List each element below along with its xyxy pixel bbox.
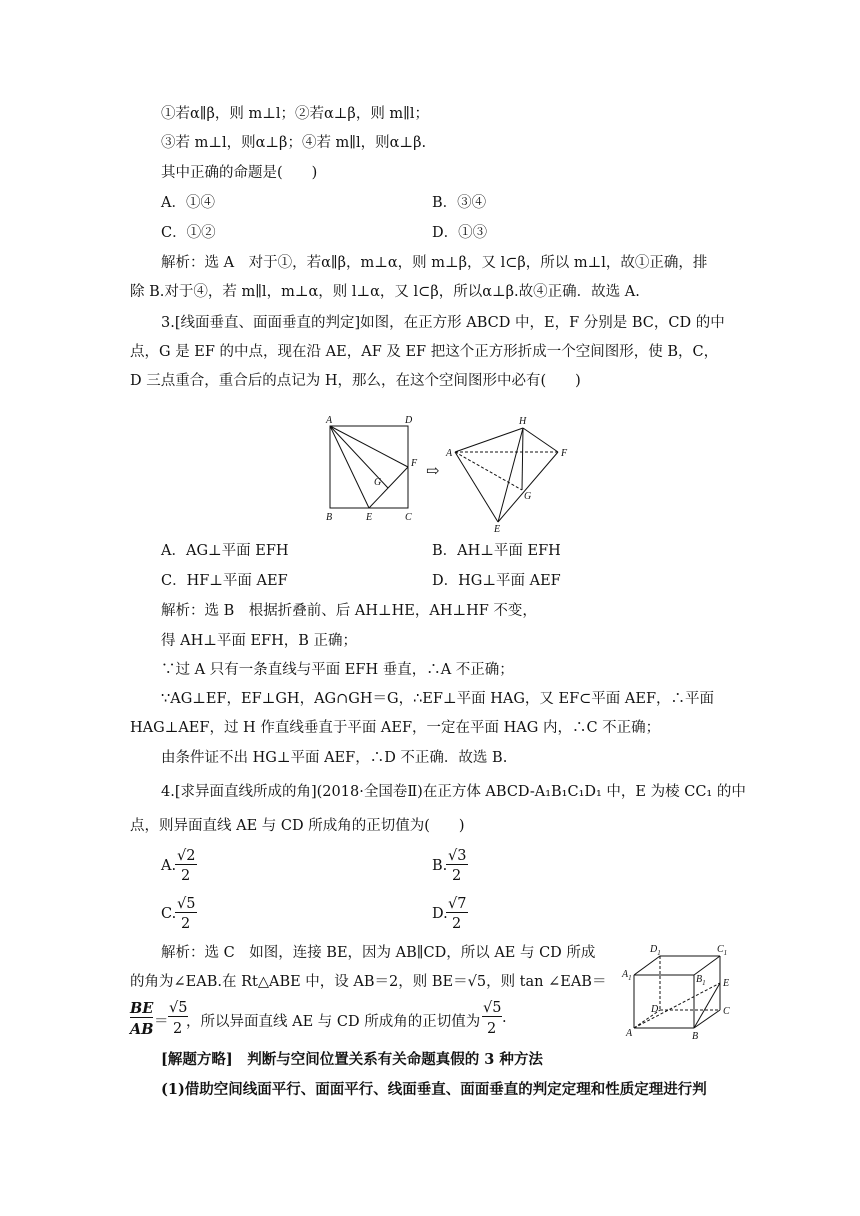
q3-solution-line-3: ∵过 A 只有一条直线与平面 EFH 垂直，∴A 不正确； bbox=[161, 662, 514, 678]
frac-end-den: 2 bbox=[487, 1021, 497, 1037]
frac-eq-num: √5 bbox=[169, 1000, 188, 1016]
q3-solution-line-2: 得 AH⊥平面 EFH，B 正确； bbox=[161, 633, 358, 649]
q4-option-d-num: √7 bbox=[448, 896, 467, 912]
label-f-fold: F bbox=[561, 448, 568, 459]
q4-option-d-den: 2 bbox=[452, 916, 462, 932]
label-a: A bbox=[326, 415, 333, 426]
q4-stem-line-1: 4.[求异面直线所成的角](2018·全国卷Ⅱ)在正方体 ABCD-A₁B₁C₁D₁ 中，E 为棱 CC₁ 的中 bbox=[161, 784, 746, 800]
q3-solution-line-4: ∵AG⊥EF，EF⊥GH，AG∩GH＝G，∴EF⊥平面 HAG，又 EF⊂平面 AEF，∴平面 bbox=[161, 691, 715, 707]
label-h: H bbox=[519, 416, 527, 427]
q4-option-c-num: √5 bbox=[177, 896, 196, 912]
q4-solution-line-3 bbox=[130, 1000, 630, 1044]
q2-solution-line-2: 除 B.对于④，若 m∥l，m⊥α，则 l⊥α，又 l⊂β，所以α⊥β.故④正确．故选 A. bbox=[130, 284, 640, 300]
q3-option-a: A．AG⊥平面 EFH bbox=[161, 543, 289, 559]
q3-option-b: B．AH⊥平面 EFH bbox=[432, 543, 561, 559]
fold-arrow-icon: ⇨ bbox=[426, 463, 440, 480]
method-line-1: (1)借助空间线面平行、面面平行、线面垂直、面面垂直的判定定理和性质定理进行判 bbox=[161, 1081, 707, 1098]
q3-option-d: D．HG⊥平面 AEF bbox=[432, 573, 561, 589]
q3-option-c: C．HF⊥平面 AEF bbox=[161, 573, 288, 589]
method-title: [解题方略] 判断与空间位置关系有关命题真假的 3 种方法 bbox=[161, 1051, 543, 1068]
frac-eq-den: 2 bbox=[173, 1021, 183, 1037]
q4-option-d-label: D. bbox=[432, 906, 448, 922]
label-e-fold: E bbox=[494, 524, 501, 535]
q3-stem-line-2: 点，G 是 EF 的中点，现在沿 AE，AF 及 EF 把这个正方形折成一个空间图形，使 B，C， bbox=[130, 344, 719, 360]
label-b-cube: B bbox=[692, 1031, 699, 1040]
q4-solution-line-1: 解析：选 C 如图，连接 BE，因为 AB∥CD，所以 AE 与 CD 所成 bbox=[161, 945, 596, 961]
label-b1: $B_1$ bbox=[696, 974, 706, 987]
frac-end-period: . bbox=[502, 1010, 507, 1026]
q2-solution-line-1: 解析：选 A 对于①，若α∥β，m⊥α，则 m⊥β，又 l⊂β，所以 m⊥l，故①正确，排 bbox=[161, 255, 708, 271]
q4-option-a-label: A. bbox=[161, 858, 177, 874]
label-g: G bbox=[374, 477, 382, 488]
label-d1: $D_1$ bbox=[650, 944, 661, 957]
q4-solution-line-2: 的角为∠EAB.在 Rt△ABE 中，设 AB＝2，则 BE＝√5，则 tan ∠EAB＝ bbox=[130, 974, 607, 990]
q2-option-b: B．③④ bbox=[432, 195, 487, 211]
q4-option-b-num: √3 bbox=[448, 848, 467, 864]
label-e: E bbox=[366, 512, 373, 523]
frac-end-num: √5 bbox=[483, 1000, 502, 1016]
label-c-cube: C bbox=[723, 1006, 730, 1017]
label-g-fold: G bbox=[524, 491, 532, 502]
label-a1: $A_1$ bbox=[622, 969, 632, 982]
q3-solution-line-5: HAG⊥AEF，过 H 作直线垂直于平面 AEF，一定在平面 HAG 内，∴C 不正确； bbox=[130, 720, 661, 736]
q2-option-a: A．①④ bbox=[161, 195, 215, 211]
q4-option-b-den: 2 bbox=[452, 868, 462, 884]
q3-solution-line-1: 解析：选 B 根据折叠前、后 AH⊥HE，AH⊥HF 不变， bbox=[161, 603, 537, 619]
q4-stem-line-2: 点，则异面直线 AE 与 CD 所成角的正切值为( ) bbox=[130, 818, 465, 834]
q3-figure bbox=[318, 410, 578, 535]
frac-eq-sign: ＝ bbox=[154, 1014, 169, 1030]
q3-stem-line-1: 3.[线面垂直、面面垂直的判定]如图，在正方形 ABCD 中，E，F 分别是 BC，CD 的中 bbox=[161, 315, 725, 331]
q4-option-c-den: 2 bbox=[181, 916, 191, 932]
label-b: B bbox=[326, 512, 333, 523]
q4-option-a-den: 2 bbox=[181, 868, 191, 884]
q2-option-c: C．①② bbox=[161, 225, 216, 241]
label-e-cube: E bbox=[723, 978, 730, 989]
cube-figure bbox=[620, 940, 740, 1040]
q4-option-b-label: B. bbox=[432, 858, 448, 874]
label-d: D bbox=[405, 415, 413, 426]
frac-be-num: BE bbox=[130, 1000, 154, 1017]
q4-option-a-num: √2 bbox=[177, 848, 196, 864]
label-a-cube: A bbox=[626, 1028, 633, 1039]
q3-solution-line-6: 由条件证不出 HG⊥平面 AEF，∴D 不正确．故选 B. bbox=[161, 750, 508, 766]
question-prompt: 其中正确的命题是( ) bbox=[161, 165, 318, 181]
q3-stem-line-3: D 三点重合，重合后的点记为 H，那么，在这个空间图形中必有( ) bbox=[130, 373, 581, 389]
proposition-line-1: ①若α∥β，则 m⊥l；②若α⊥β，则 m∥l； bbox=[161, 106, 430, 122]
q2-option-d: D．①③ bbox=[432, 225, 488, 241]
q4-solution-line-3-text: ，所以异面直线 AE 与 CD 所成角的正切值为 bbox=[186, 1014, 481, 1030]
proposition-line-2: ③若 m⊥l，则α⊥β；④若 m∥l，则α⊥β. bbox=[161, 135, 427, 151]
label-c: C bbox=[405, 512, 412, 523]
label-c1: $C_1$ bbox=[717, 944, 728, 957]
label-f: F bbox=[411, 458, 418, 469]
label-a-fold: A bbox=[446, 448, 453, 459]
label-d-cube: D bbox=[651, 1004, 659, 1015]
frac-ab-den: AB bbox=[130, 1021, 154, 1038]
q4-option-c-label: C. bbox=[161, 906, 177, 922]
